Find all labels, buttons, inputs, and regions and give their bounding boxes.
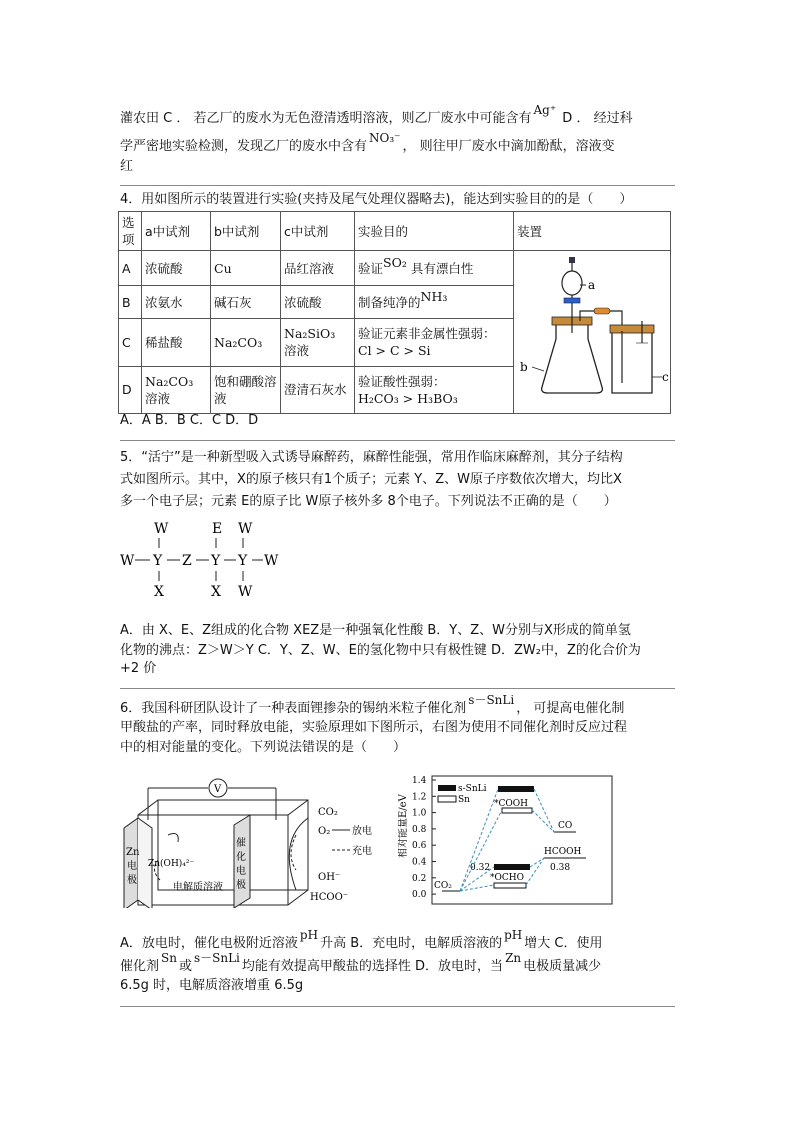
svg-text:Z: Z [182,553,192,569]
q6-stem-2: 甲酸盐的产率，同时释放电能，实验原理如下图所示，右图为使用不同催化剂时反应过程 [120,720,628,735]
q6-stem-3: 中的相对能量的变化。下列说法错误的是（ ） [120,740,407,755]
q3-line3: 红 [120,159,134,174]
q6-options-2: 催化剂Sn或s－SnLi均能有效提高甲酸盐的选择性 D．放电时，当Zn电极质量减少 [120,951,602,974]
apparatus-diagram [514,251,670,409]
header-goal: 实验目的 [355,212,514,251]
svg-text:Y: Y [153,553,163,569]
label-b: b [520,360,528,374]
cell-goal: 制备纯净的NH₃ [355,286,514,319]
energy-chart [398,770,618,908]
svg-text:O₂: O₂ [318,826,331,837]
cell: Na₂CO₃ 溶液 [142,366,211,413]
y-tick-label: 0.6 [412,841,427,852]
svg-text:充电: 充电 [352,846,372,857]
cell: Cu [211,251,281,286]
divider [120,688,675,689]
svg-text:*OCHO: *OCHO [490,873,524,883]
legend-sn-swatch [438,796,456,802]
svg-text:E: E [212,521,223,537]
cell: 浓硫酸 [142,251,211,286]
zn-oh-label: Zn(OH)₄²⁻ [148,859,195,869]
row-option: C [119,319,142,366]
cell: 饱和硼酸溶液 [211,366,281,413]
no3-ion: NO₃⁻ [369,131,401,145]
y-tick-label: 0.8 [412,824,427,835]
q4-stem: 4．用如图所示的装置进行实验(夹持及尾气处理仪器略去)，能达到实验目的的是（ ） [120,192,633,207]
header-c: c中试剂 [281,212,355,251]
divider [120,185,675,186]
header-a: a中试剂 [142,212,211,251]
cell: Na₂SiO₃ 溶液 [281,319,355,366]
svg-text:放电: 放电 [352,826,372,837]
row-option: A [119,251,142,286]
svg-text:W: W [238,521,253,537]
label-c: c [662,370,669,384]
q5-options-2: 化物的沸点：Z＞W＞Y C．Y、Z、W、E的氢化物中只有极性键 D．ZW₂中，Z的化合价为 [120,643,641,658]
q3-line1: 灌农田 C ． 若乙厂的废水为无色澄清透明溶液，则乙厂废水中可能含有Ag⁺ D ． 经过科 [120,103,633,126]
cell-goal: 验证酸性强弱： H₂CO₃ > H₃BO₃ [355,366,514,413]
y-tick-label: 0.0 [412,890,427,901]
q5-stem-2: 式如图所示。其中，X的原子核只有1个质子；元素 Y、Z、W原子序数依次增大，均比X [120,472,622,487]
legend-snli-swatch [438,785,456,791]
svg-text:OH⁻: OH⁻ [318,872,341,883]
svg-text:W: W [264,553,279,569]
cell: 澄清石灰水 [281,366,355,413]
legend-snli: s-SnLi [458,784,487,794]
electrolyte-label: 电解质溶液 [173,882,223,893]
header-option: 选项 [119,212,142,251]
cell: Na₂CO₃ [211,319,281,366]
ag-ion: Ag⁺ [533,103,557,117]
q5-stem-3: 多一个电子层；元素 E的原子比 W原子核外多 8个电子。下列说法不正确的是（ ） [120,494,617,509]
svg-text:W: W [154,521,169,537]
apparatus-cell [514,251,671,414]
cell-goal: 验证SO₂ 具有漂白性 [355,251,514,286]
cell: 品红溶液 [281,251,355,286]
y-tick-label: 1.0 [412,808,427,819]
y-tick-label: 1.4 [412,776,427,786]
svg-text:HCOOH: HCOOH [544,847,582,857]
q5-structure [118,518,298,602]
header-apparatus: 装置 [514,212,671,251]
svg-text:化: 化 [236,852,246,863]
svg-text:极: 极 [127,875,137,886]
svg-text:催: 催 [236,838,246,849]
cell: 浓氨水 [142,286,211,319]
q6-stem-1: 6．我国科研团队设计了一种表面锂掺杂的锡纳米粒子催化剂s－SnLi， 可提高电催化制 [120,693,625,716]
svg-text:电: 电 [236,866,246,877]
svg-text:Y: Y [211,553,221,569]
y-tick-label: 1.2 [412,792,427,803]
cell: 浓硫酸 [281,286,355,319]
divider [120,440,675,441]
cell: 稀盐酸 [142,319,211,366]
y-tick-label: 0.4 [412,857,427,868]
svg-text:W: W [238,584,253,600]
svg-text:Zn: Zn [126,847,140,858]
q4-table [118,211,671,414]
svg-text:*COOH: *COOH [494,799,528,809]
q6-options-1: A．放电时，催化电极附近溶液pH升高 B．充电时，电解质溶液的pH增大 C．使用 [120,928,603,951]
cell-diagram [118,770,398,908]
q6-options-3: 6.5g 时，电解质溶液增重 6.5g [120,978,304,993]
cell: 碱石灰 [211,286,281,319]
svg-text:W: W [120,553,135,569]
q4-options: A．A B．B C．C D．D [120,413,259,428]
legend-sn: Sn [458,795,470,805]
svg-text:CO₂: CO₂ [318,807,338,818]
svg-text:HCOO⁻: HCOO⁻ [310,892,349,903]
svg-text:电: 电 [127,861,137,872]
svg-text:极: 极 [236,880,246,891]
svg-text:0.38: 0.38 [550,863,571,873]
y-tick-label: 0.2 [412,873,427,884]
svg-text:CO₂: CO₂ [434,881,452,891]
svg-text:CO: CO [558,821,573,831]
svg-text:0.32: 0.32 [470,863,491,873]
y-axis-label: 相对能量E/eV [398,794,409,858]
divider [120,1006,675,1007]
svg-text:X: X [211,584,221,600]
svg-text:X: X [154,584,164,600]
svg-text:Y: Y [238,553,248,569]
row-option: B [119,286,142,319]
q5-options-1: A．由 X、E、Z组成的化合物 XEZ是一种强氧化性酸 B．Y、Z、W分别与X形成的简单氢 [120,623,631,638]
q3-line2: 学严密地实验检测，发现乙厂的废水中含有NO₃⁻， 则往甲厂废水中滴加酚酞，溶液变 [120,131,615,154]
cell-goal: 验证元素非金属性强弱： Cl > C > Si [355,319,514,366]
q5-stem-1: 5．“活宁”是一种新型吸入式诱导麻醉药，麻醉性能强，常用作临床麻醉剂，其分子结构 [120,450,623,465]
q5-options-3: +2 价 [120,661,157,676]
label-a: a [588,278,596,292]
header-b: b中试剂 [211,212,281,251]
row-option: D [119,366,142,413]
voltmeter: V [214,784,222,795]
